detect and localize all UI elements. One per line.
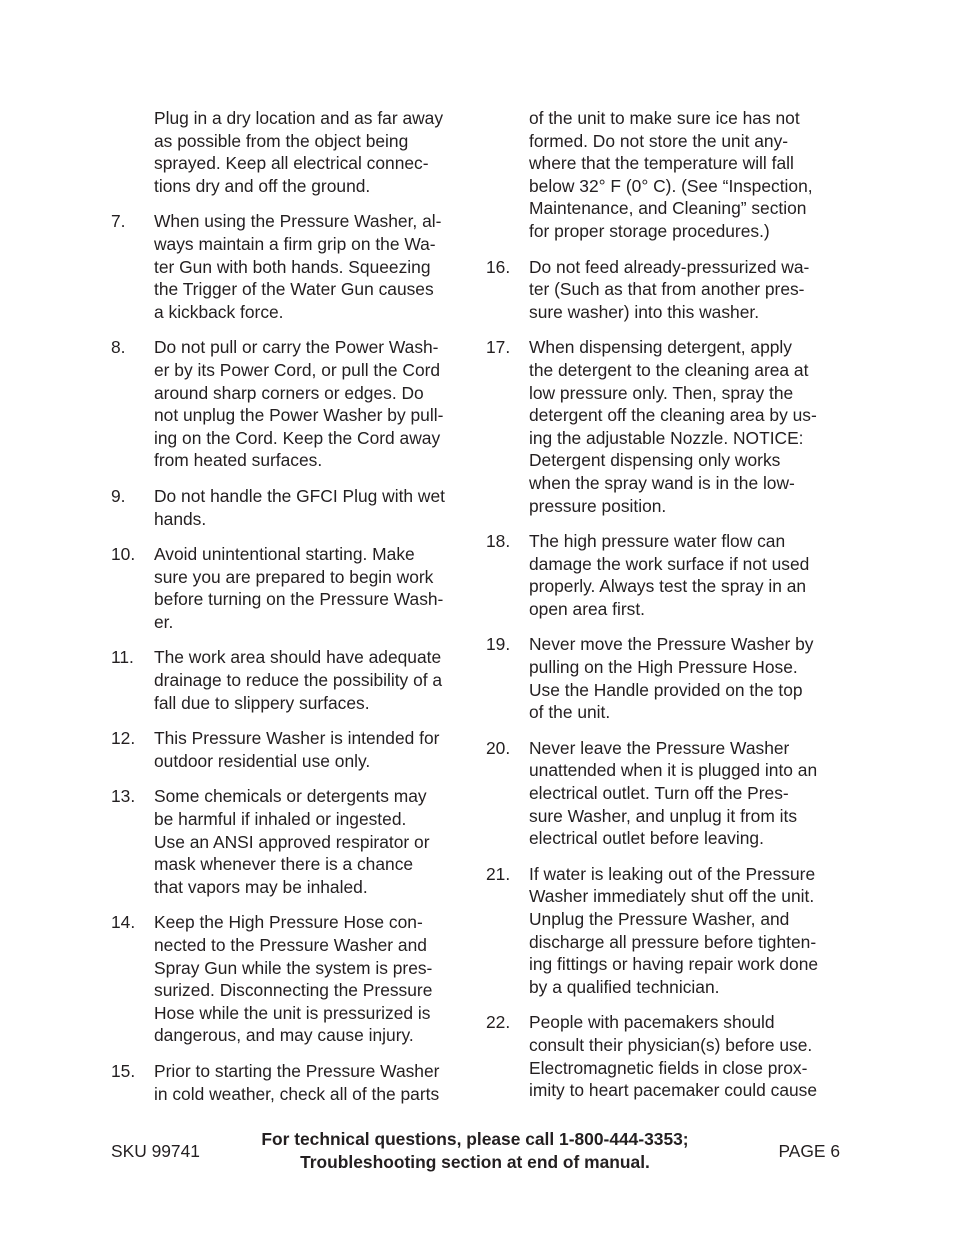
item-text: Never move the Pressure Washer by pulling on the High Pressure Hose. Use the Handle provided on the top of the unit. xyxy=(529,634,814,723)
item-text: The work area should have adequate drainage to reduce the possibility of a fall due to slippery surfaces. xyxy=(154,647,443,713)
item-number: 9. xyxy=(111,485,126,506)
item-text: of the unit to make sure ice has not formed. Do not store the unit any- where that the temperature will fall below 32° F (0° C). (See “Inspection, Maintenance, and Cleaning” section for proper storage procedures.) xyxy=(529,108,813,241)
safety-item xyxy=(486,1011,846,1101)
safety-item xyxy=(111,107,471,197)
item-text: Do not handle the GFCI Plug with wet hands. xyxy=(154,485,445,529)
item-text: When using the Pressure Washer, al- ways maintain a firm grip on the Wa- ter Gun with both hands. Squeezing the Trigger of the Water Gun causes a kickback force. xyxy=(154,211,442,322)
troubleshooting-line: Troubleshooting section at end of manual. xyxy=(300,1151,650,1172)
safety-item xyxy=(486,737,846,850)
item-number: 19. xyxy=(486,634,511,655)
item-text: Plug in a dry location and as far away as possible from the object being sprayed. Keep all electrical connec- tions dry and off the ground. xyxy=(154,108,444,196)
right-column xyxy=(486,107,846,1115)
item-text: Do not feed already-pressurized wa- ter (Such as that from another pres- sure washer) into this washer. xyxy=(529,256,810,322)
safety-item xyxy=(111,543,471,633)
safety-item xyxy=(486,336,846,517)
support-notice xyxy=(205,1128,745,1173)
safety-item xyxy=(111,727,471,772)
safety-item xyxy=(486,256,846,324)
sku-number: SKU 99741 xyxy=(111,1141,200,1161)
item-number: 12. xyxy=(111,728,136,749)
item-number: 8. xyxy=(111,337,126,358)
item-text: If water is leaking out of the Pressure Washer immediately shut off the unit. Unplug the Pressure Washer, and discharge all pressure before tighten- ing fittings or having repair work done by a qualified technician. xyxy=(529,863,819,997)
page-number: PAGE 6 xyxy=(778,1141,840,1161)
item-number: 18. xyxy=(486,531,511,552)
safety-item xyxy=(111,785,471,898)
item-number: 14. xyxy=(111,912,136,933)
safety-item xyxy=(111,336,471,472)
left-column xyxy=(111,107,471,1118)
safety-item xyxy=(486,530,846,620)
safety-item xyxy=(486,633,846,723)
item-number: 11. xyxy=(111,647,134,668)
safety-item xyxy=(111,911,471,1047)
item-text: When dispensing detergent, apply the detergent to the cleaning area at low pressure only. Then, spray the detergent off the cleaning area by us- ing the adjustable Nozzle. NOTICE: Detergent dispensing only works when the spray wand is in the low- pressure position. xyxy=(529,337,817,516)
item-text: Some chemicals or detergents may be harmful if inhaled or ingested. Use an ANSI approved respirator or mask whenever there is a chance that vapors may be inhaled. xyxy=(154,786,430,897)
safety-item xyxy=(111,646,471,714)
item-text: Avoid unintentional starting. Make sure you are prepared to begin work before turning on the Pressure Wash- er. xyxy=(154,544,444,632)
item-text: People with pacemakers should consult their physician(s) before use. Electromagnetic fields in close prox- imity to heart pacemaker could cause xyxy=(529,1012,818,1101)
item-number: 21. xyxy=(486,863,511,884)
item-text: Prior to starting the Pressure Washer in cold weather, check all of the parts xyxy=(154,1060,440,1104)
item-number: 7. xyxy=(111,211,126,232)
safety-item xyxy=(111,1060,471,1105)
item-number: 10. xyxy=(111,544,136,565)
item-text: Do not pull or carry the Power Wash- er by its Power Cord, or pull the Cord around sharp corners or edges. Do not unplug the Power Washer by pull- ing on the Cord. Keep the Cord away from heated surfaces. xyxy=(154,337,444,471)
item-number: 22. xyxy=(486,1012,511,1033)
safety-item xyxy=(486,863,846,999)
safety-item xyxy=(111,485,471,530)
item-text: Keep the High Pressure Hose con- nected to the Pressure Washer and Spray Gun while the system is pres- surized. Disconnecting the Pressure Hose while the unit is pressurized is dangerous, and may cause injury. xyxy=(154,912,433,1046)
support-phone-line: For technical questions, please call 1-800-444-3353; xyxy=(261,1129,689,1149)
item-text: Never leave the Pressure Washer unattended when it is plugged into an electrical outlet. Turn off the Pres- sure Washer, and unplug it from its electrical outlet before leaving. xyxy=(529,737,818,849)
item-number: 15. xyxy=(111,1060,136,1081)
item-text: The high pressure water flow can damage the work surface if not used properly. Always test the spray in an open area first. xyxy=(529,531,810,619)
item-number: 16. xyxy=(486,256,511,277)
safety-item xyxy=(111,210,471,323)
safety-item xyxy=(486,107,846,243)
item-text: This Pressure Washer is intended for outdoor residential use only. xyxy=(154,728,440,771)
item-number: 17. xyxy=(486,337,511,358)
item-number: 13. xyxy=(111,786,136,807)
item-number: 20. xyxy=(486,737,511,758)
